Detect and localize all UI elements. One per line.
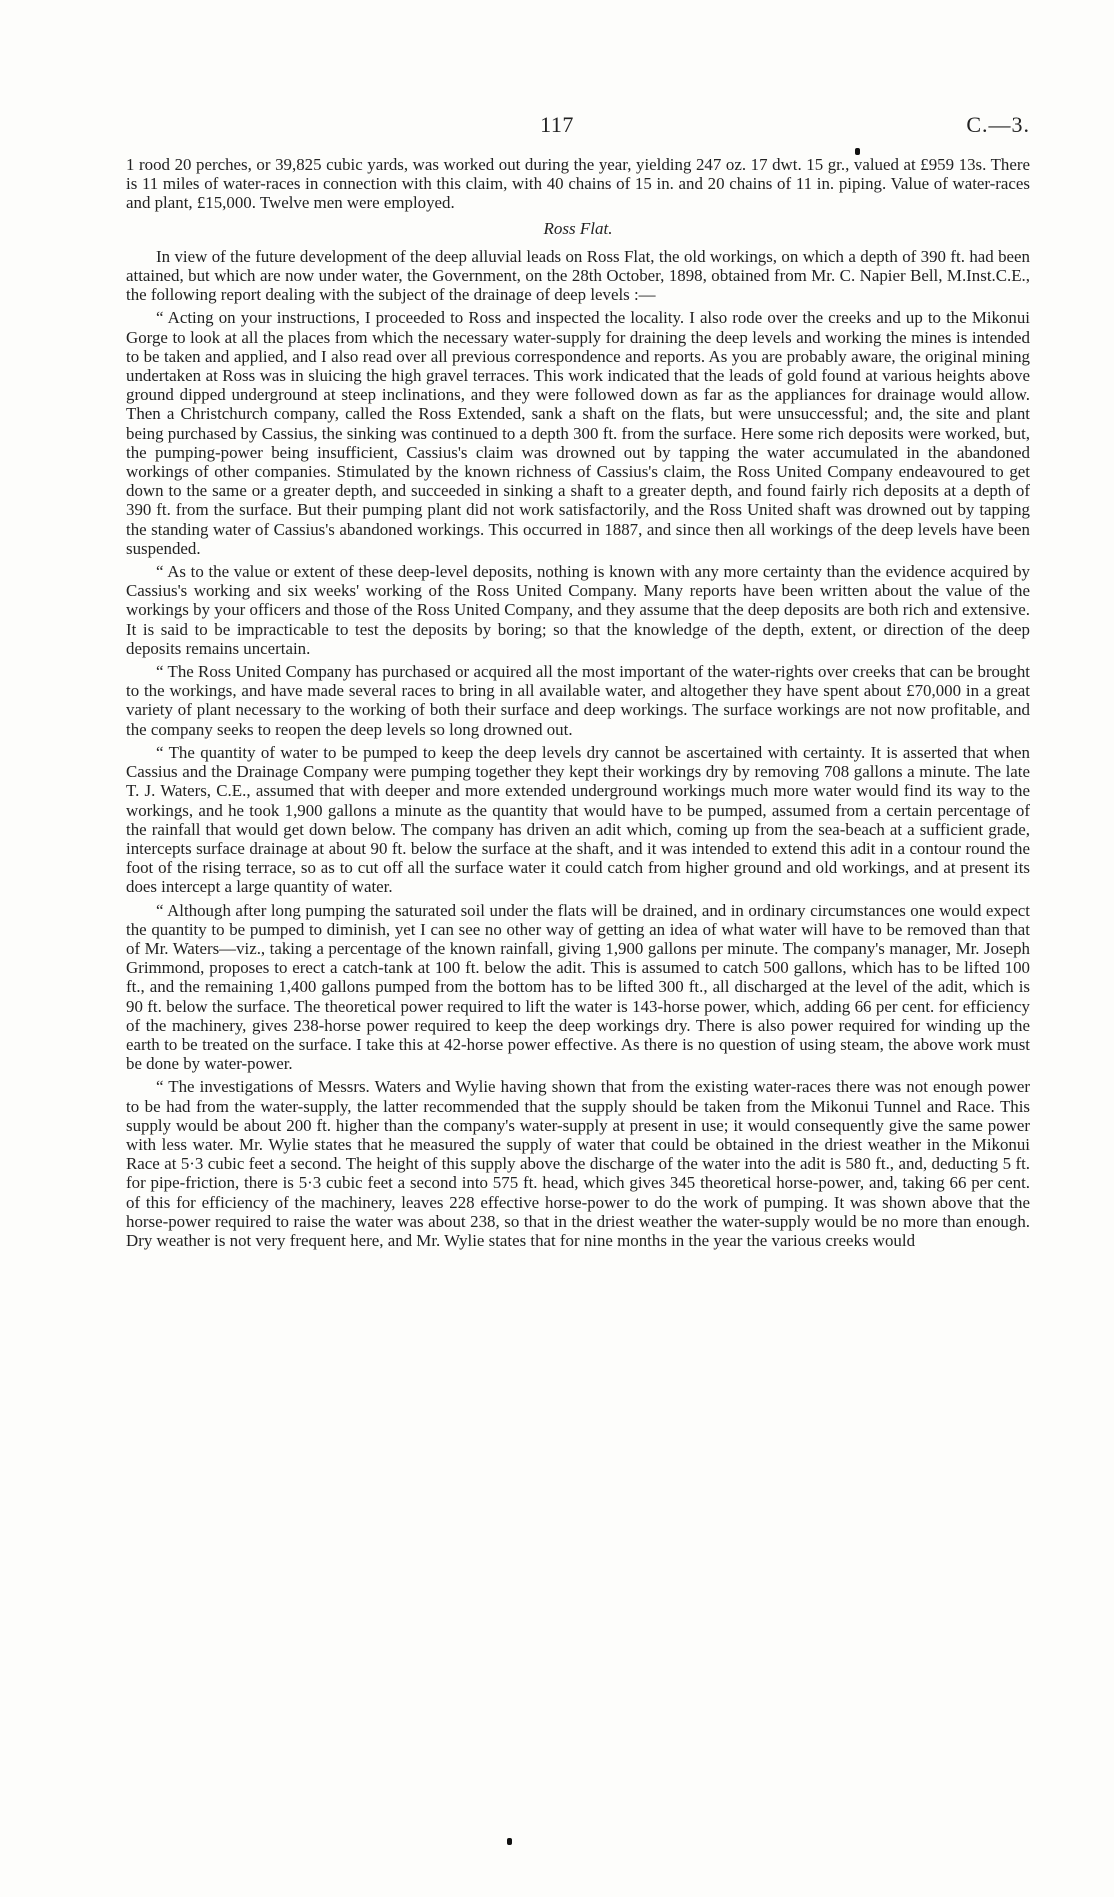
paragraph: In view of the future development of the deep alluvial leads on Ross Flat, the old workings, on which a depth of 390 ft. had been attained, but which are now under water, the Government, on the 28th October, 1898, obtained from Mr. C. Napier Bell, M.Inst.C.E., the following report dealing with the subject of the drainage of deep levels :—: [126, 246, 1030, 305]
body-text: [126, 155, 1030, 1254]
print-mark: [507, 1838, 512, 1845]
paragraph: “ Acting on your instructions, I proceeded to Ross and inspected the locality. I also rode over the creeks and up to the Mikonui Gorge to look at all the places from which the necessary water-supply for draining the deep levels and working the mines is intended to be taken and applied, and I also read over all previous correspondence and reports. As you are probably aware, the original mining undertaken at Ross was in sluicing the high gravel terraces. This work indicated that the leads of gold found at various heights above ground dipped underground at steep inclinations, and they were followed down as far as the appliances for drainage would allow. Then a Christchurch company, called the Ross Extended, sank a shaft on the flats, but were unsuccessful; and, the site and plant being purchased by Cassius, the sinking was continued to a depth 300 ft. from the surface. Here some rich deposits were worked, but, the pumping-power being insufficient, Cassius's claim was drowned out by tapping the water accumulated in the abandoned workings of other companies. Stimulated by the known richness of Cassius's claim, the Ross United Company endeavoured to get down to the same or a greater depth, and succeeded in sinking a shaft to a greater depth, and found fairly rich deposits at a depth of 390 ft. from the surface. But their pumping plant did not work satisfactorily, and the Ross United shaft was drowned out by tapping the standing water of Cassius's abandoned workings. This occurred in 1887, and since then all workings of the deep levels have been suspended.: [126, 308, 1030, 558]
page-number: 117: [540, 112, 574, 137]
paragraph: “ The investigations of Messrs. Waters and Wylie having shown that from the existing water-races there was not enough power to be had from the water-supply, the latter recommended that the supply should be taken from the Mikonui Tunnel and Race. This supply would be about 200 ft. higher than the company's water-supply at present in use; it would consequently give the same power with less water. Mr. Wylie states that he measured the supply of water that could be obtained in the driest weather in the Mikonui Race at 5·3 cubic feet a second. The height of this supply above the discharge of the water into the adit is 580 ft., and, deducting 5 ft. for pipe-friction, there is 5·3 cubic feet a second into 575 ft. head, which gives 345 theoretical horse-power, and, taking 66 per cent. of this for efficiency of the machinery, leaves 228 effective horse-power to do the work of pumping. It was shown above that the horse-power required to raise the water was about 238, so that in the driest weather the water-supply would be no more than enough. Dry weather is not very frequent here, and Mr. Wylie states that for nine months in the year the various creeks would: [126, 1077, 1030, 1250]
paragraph: “ The quantity of water to be pumped to keep the deep levels dry cannot be ascertained with certainty. It is asserted that when Cassius and the Drainage Company were pumping together they kept their workings dry by removing 708 gallons a minute. The late T. J. Waters, C.E., assumed that with deeper and more extended underground workings much more water would find its way to the workings, and he took 1,900 gallons a minute as the quantity that would have to be pumped, assumed from a certain percentage of the rainfall that would get down below. The company has driven an adit which, coming up from the sea-beach at a sufficient grade, intercepts surface drainage at about 90 ft. below the surface at the shaft, and it was intended to extend this adit in a contour round the foot of the rising terrace, so as to cut off all the surface water it could catch from higher ground and old workings, and at present its does intercept a large quantity of water.: [126, 742, 1030, 897]
paragraph: “ As to the value or extent of these deep-level deposits, nothing is known with any more certainty than the evidence acquired by Cassius's working and six weeks' working of the Ross United Company. Many reports have been written about the value of the workings by your officers and those of the Ross United Company, and they assume that the deep deposits are both rich and extensive. It is said to be impracticable to test the deposits by boring; so that the knowledge of the depth, extent, or direction of the deep deposits remains uncertain.: [126, 562, 1030, 658]
report-code: C.—3.: [966, 112, 1030, 137]
paragraph: “ Although after long pumping the saturated soil under the flats will be drained, and in ordinary circumstances one would expect the quantity to be pumped to diminish, yet I can see no other way of getting an idea of what water will have to be removed than that of Mr. Waters—viz., taking a percentage of the known rainfall, giving 1,900 gallons per minute. The company's manager, Mr. Joseph Grimmond, proposes to erect a catch-tank at 100 ft. below the adit. This is assumed to catch 500 gallons, which has to be lifted 100 ft., and the remaining 1,400 gallons pumped from the bottom has to be lifted 300 ft., all discharged at the level of the adit, which is 90 ft. below the surface. The theoretical power required to lift the water is 143-horse power, which, adding 66 per cent. for efficiency of the machinery, gives 238-horse power required to keep the deep workings dry. There is also power required for winding up the earth to be treated on the surface. I take this at 42-horse power effective. As there is no question of using steam, the above work must be done by water-power.: [126, 900, 1030, 1074]
intro-paragraph: 1 rood 20 perches, or 39,825 cubic yards, was worked out during the year, yielding 247 oz. 17 dwt. 15 gr., valued at £959 13s. There is 11 miles of water-races in connection with this claim, with 40 chains of 15 in. and 20 chains of 11 in. piping. Value of water-races and plant, £15,000. Twelve men were employed.: [126, 155, 1030, 213]
paragraph: “ The Ross United Company has purchased or acquired all the most important of the water-rights over creeks that can be brought to the workings, and have made several races to bring in all available water, and altogether they have spent about £70,000 in a great variety of plant necessary to the working of both their surface and deep workings. The surface workings are not now profitable, and the company seeks to reopen the deep levels so long drowned out.: [126, 662, 1030, 739]
print-mark: [855, 148, 860, 155]
section-heading: Ross Flat.: [543, 218, 613, 238]
